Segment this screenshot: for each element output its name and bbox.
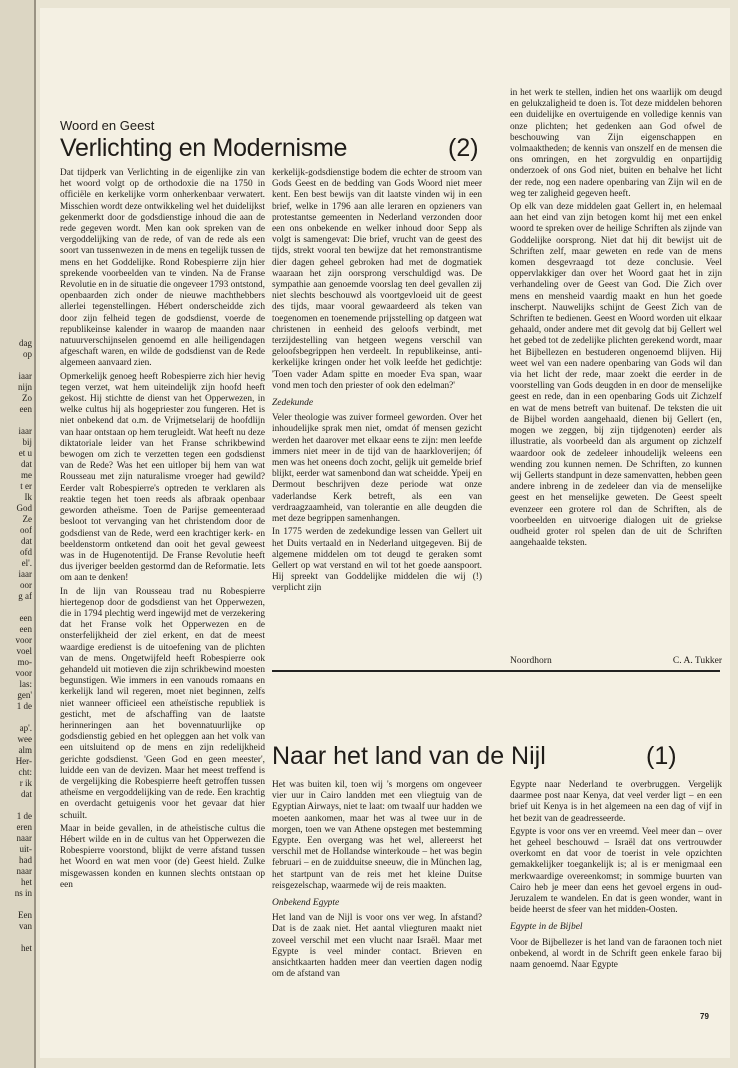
previous-page-fragment: oor <box>20 580 32 590</box>
paragraph: Het was buiten kil, toen wij 's morgens om ongeveer vier uur in Cairo landden met een vliegtuig van de Egyptian Airways, niet te laat: om twaalf uur hadden we moeten aankomen, maar het was al twee uur in de morgen, toen we van Athene opstegen met bestemming Egypte. Een overgang was het wel, allereerst het verschil met de Hollandse winterkoude – het was begin februari – en de zuidduitse sneeuw, die in München lag, het startpunt van de reis met het kleine Duitse reisgezelschap, waarmede wij de reis maakten. <box>272 780 482 891</box>
page-number: 79 <box>700 1012 709 1021</box>
previous-page-fragment: iaar <box>18 371 32 381</box>
previous-page-fragment: het <box>21 877 32 887</box>
magazine-page <box>40 8 730 1058</box>
section-subheading: Egypte in de Bijbel <box>510 922 583 933</box>
author-place: Noordhorn <box>510 656 552 666</box>
paragraph: Dat tijdperk van Verlichting in de eigenlijke zin van het woord volgt op de orthodoxie die na 1750 in officiële en kerkelijke vorm onherkenbaar verwatert. Misschien wordt deze ontwikkeling wel het duidelijkst gekenmerkt door de godsdienstige inhoud die aan de rede gegeven wordt. Men kan ook spreken van de vergoddelijking van de rede, of van de rede als een soort van tussenwezen in de mens en tegelijk tussen de mens en het Goddelijke. Rond Robespierre zijn hier sprekende voorbeelden van te vinden. Na de Franse Revolutie en in de situatie die ongeveer 1793 ontstond, openbaarden zich onder de nieuwe machthebbers allerlei tegenstellingen. Hébert onderscheidde zich door zijn felheid tegen de godsdienst, voerde de republikeinse kalender in waarop de maanden naar natuurverschijnselen genoemd en alle heiligendagen afgeschaft waren, en wilde de godsdienst van de Rede algemeen aanvaard zien. <box>60 168 265 369</box>
article2-column-2 <box>510 780 722 1016</box>
paragraph: in het werk te stellen, indien het ons waarlijk om deugd en gelukzaligheid te doen is. Tot deze middelen behoren een duidelijke en overtuigende en volledige kennis van onze plichten; het gedenken aan God ofwel de beschouwing van Zijn eigenschappen en volmaaktheden; de kennis van onszelf en de mensen die ons omringen, en het zorgvuldig en onpartijdig onderzoek of ons God niet, buiten en behalve het licht der rede, nog een nadere openbaring van Zijn wil en de weg ter zaligheid gegeven heeft. <box>510 88 722 199</box>
article-part-number: (2) <box>448 134 479 162</box>
previous-page-fragment: bij <box>22 437 32 447</box>
paragraph: Op elk van deze middelen gaat Gellert in, en helemaal aan het eind van zijn betogen komt hij met een enkel woord te spreken over de heilige Schriften als zijnde van Goddelijke oorsprong. Niet dat hij dit bewijst uit de Schriften zelf, maar geweten en rede van de mens komen desgevraagd tot deze conclusie. Veel oppervlakkiger dan over het Woord gaat het in zijn verhandeling over de Geest van God. Die Zich over mens en mensheid vaardig maakt en hun het goede inscherpt. Nauwelijks schijnt de Geest Zich van de Schriften te bedienen. Geest en Woord worden uit elkaar gehaald, onder andere met dit gevolg dat bij Gellert wel het gebed tot de zedelijke plichten gerekend wordt, maar het Bijbellezen en bestuderen ongenoemd blijven. Hij weet wel van een nadere openbaring van Gods wil dan via het licht der rede, maar zoekt die eerder in de voorstelling van Gods deugden in en door de menselijke geest en rede, dan in een openbaring Gods uit Zichzelf en wat de mens betreft van buitenaf. De teksten die uit de Bijbel worden aangehaald, dienen bij Gellert (en, mogen we zeggen, bij zijn tijdgenoten) eerder als illustratie, als voorbeeld dan als argument op zichzelf waardoor ook de zedeleer inhoudelijk weleens een wending zou kunnen nemen. De Schriften, zo kunnen wij Gellerts standpunt in deze samenvatten, hebben geen andere inbreng in de zedeleer dan via de menselijke geest en het menselijke geweten. De Geest speelt evenzeer een grotere rol dan de Schriften, als de voorbeelden en uitvoerige dialogen uit de griekse oudheid groter rol spelen dan de uit de Schriften aangehaalde teksten. <box>510 202 722 549</box>
previous-page-fragment: van <box>19 921 32 931</box>
previous-page-fragment: het <box>21 943 32 953</box>
previous-page-fragment: el'. <box>21 558 32 568</box>
article1-column-1 <box>60 168 265 1048</box>
previous-page-fragments <box>0 338 34 954</box>
paragraph: Voor de Bijbellezer is het land van de faraonen toch niet onbekend, al wordt in de Schrift geen enkele farao bij naam genoemd. Naar Egypte <box>510 937 722 971</box>
section-subheading: Zedekunde <box>272 398 314 409</box>
previous-page-edge <box>0 0 36 1068</box>
previous-page-fragment: een <box>19 624 32 634</box>
article2-title: Naar het land van de Nijl <box>272 742 546 770</box>
previous-page-fragment: Een <box>18 910 32 920</box>
previous-page-fragment: et u <box>18 448 32 458</box>
paragraph: kerkelijk-godsdienstige bodem die echter de stroom van Gods Geest en de bedding van Gods Woord niet meer kent. Een best bewijs van dit laatste vinden wij in een brief, welke in 1796 aan alle leraren en opzieners van protestantse gemeenten in Nederland verzonden door een ons onbekende en welker inhoud door Sepp als volgt is samengevat: Die brief, vrucht van de geest des tijds, strekt vooral ten bewijze dat het remonstrantisme dier dagen geheel gebroken had met de dogmatiek waaraan het zijn oorsprong verschuldigd was. De sympathie aan genoemde voorslag ten deel gevallen zij niet slechts beschouwd als voortgevloeid uit de geest des tijds, maar vooral gewaardeerd als teken van toegenomen en toenemende prijsstelling op datgeen wat christenen in eenheid des geloofs verbindt, met terzijdestelling van hetgeen wegens verschil van geloofsbegrippen hen verdeelt. In republikeinse, anti-kerkelijke kringen onder het volk leefde het gedichtje: 'Toen vader Adam spitte en moeder Eva span, waar vond men toch den priester of ook den edelman?' <box>272 168 482 391</box>
previous-page-fragment: dag <box>19 338 32 348</box>
previous-page-fragment <box>0 932 34 943</box>
paragraph: In de lijn van Rousseau trad nu Robespierre hiertegenop door de godsdienst van het Opperwezen, die in 1794 plechtig werd ingewijd met de verzekering dat het Franse volk het Opperwezen en de onsterfelijkheid der ziel erkent, en dat de meest waardige eredienst is de uitoefening van de plichten van de mens. Ongetwijfeld heeft Robespierre ook gehandeld uit motieven die zijn schrikbewind moesten begunstigen. Wie immers in een vanouds romaans en kerkelijk land wil regeren, moet niet beginnen, zelfs niet wanneer officieel een atheïstische republiek is gesticht, met de afschaffing van de laatste herinneringen aan het bovennatuurlijke op godsdienstig gebied en het opleggen aan het volk van een uitsluitend op de mens en zijn redelijkheid gerichte godsdienst. 'Geen God en geen meester', luidde een van de devizen. Maar het meest treffend is de vergelijking die Robespierre heeft getroffen tussen atheïsme en vergoddelijking van de rede. Een krachtig en overdacht getuigenis voor het gevaar dat hier schuilt. <box>60 586 265 821</box>
paragraph: Opmerkelijk genoeg heeft Robespierre zich hier hevig tegen verzet, wat hem uiteindelijk zijn hoofd heeft gekost. Hij stichtte de dienst van het Opperwezen, in welke cultus hij als hogepriester zou fungeren. Het is niet onbekend dat o.m. de Vrijmetselarij de hoofdlijn van haar ontstaan op hem terugleidt. Wat heeft nu deze diktatoriale leider van het Franse schrikbewind bewogen om zich te verzetten tegen een godsdienst van de Rede? Was het een uitloper bij hem van wat Rousseau met zijn naturalisme vroeger had gewild? Eerder valt Robespierre's optreden te verklaren als reaktie tegen het toen reeds als afbraak openbaar geworden atheïsme. Toen de Parijse gemeenteraad besloot tot vervanging van het christendom door de godsdienst van de Rede, werd een krachtiger kerk- en beeldenstorm ontketend dan ooit het geval geweest was in de Hugenotentijd. De Franse Revolutie heeft dus ijveriger beelden gestormd dan de Reformatie. Iets om aan te denken! <box>60 371 265 584</box>
article2-column-1 <box>272 780 482 1050</box>
previous-page-fragment: een <box>19 404 32 414</box>
previous-page-fragment <box>0 800 34 811</box>
previous-page-fragment: had <box>19 855 32 865</box>
previous-page-fragment: eren <box>16 822 32 832</box>
previous-page-fragment: iaar <box>18 426 32 436</box>
previous-page-fragment: las: <box>19 679 32 689</box>
previous-page-fragment: voel <box>16 646 32 656</box>
previous-page-fragment: 1 de <box>16 701 32 711</box>
previous-page-fragment: voor <box>15 635 32 645</box>
author-name: C. A. Tukker <box>672 656 722 666</box>
previous-page-fragment: naar <box>16 866 32 876</box>
article1-column-3 <box>510 88 722 654</box>
paragraph: Maar in beide gevallen, in de atheïstische cultus die Hébert wilde en in de cultus van het Opperwezen die Robespierre voorstond, blijkt de verre afstand tussen het Woord en wat men voor (de) Geest hield. Zulke misgewassen konden en kunnen slechts ontstaan op een <box>60 823 265 890</box>
paragraph: Egypte is voor ons ver en vreemd. Veel meer dan – over het geheel beschouwd – Israël dat ons vertrouwder overkomt en dat voor de toerist in vele opzichten gemakkelijker toegankelijk is; al is er menigmaal een merkwaardige overeenkomst; in sommige buurten van Cairo heb je meer dan eens het gevoel ergens in oud-Jeruzalem te wandelen. En dat is geen wonder, want in beide heerst de sfeer van het midden-Oosten. <box>510 826 722 916</box>
previous-page-fragment: t er <box>20 481 32 491</box>
article-kicker: Woord en Geest <box>60 118 155 133</box>
previous-page-fragment: op <box>23 349 32 359</box>
previous-page-fragment: dat <box>21 789 32 799</box>
previous-page-fragment: me <box>21 470 32 480</box>
article-signature <box>510 656 722 666</box>
previous-page-fragment <box>0 415 34 426</box>
previous-page-fragment: iaar <box>18 569 32 579</box>
previous-page-fragment <box>0 602 34 613</box>
previous-page-fragment <box>0 360 34 371</box>
previous-page-fragment: nijn <box>17 382 32 392</box>
previous-page-fragment: Ze <box>22 514 32 524</box>
previous-page-fragment <box>0 899 34 910</box>
previous-page-fragment: God <box>16 503 32 513</box>
previous-page-fragment: voor <box>15 668 32 678</box>
previous-page-fragment: ofd <box>20 547 32 557</box>
previous-page-fragment: r ik <box>19 778 32 788</box>
previous-page-fragment: ap'. <box>19 723 32 733</box>
previous-page-fragment: Zo <box>22 393 32 403</box>
previous-page-fragment: een <box>19 613 32 623</box>
paragraph: Het land van de Nijl is voor ons ver weg. In afstand? Dat is de zaak niet. Het aantal vliegturen maakt niet zoveel verschil met een vlucht naar Israël. Maar met Egypte is veel minder contact. Brieven en ansichtkaarten hadden meer dan veertien dagen nodig om de afstand van <box>272 913 482 980</box>
previous-page-fragment: g af <box>18 591 32 601</box>
section-divider <box>272 670 720 672</box>
previous-page-fragment: uit- <box>19 844 32 854</box>
previous-page-fragment: Ik <box>24 492 32 502</box>
previous-page-fragment <box>0 712 34 723</box>
previous-page-fragment: mo- <box>17 657 32 667</box>
previous-page-fragment: wee <box>17 734 32 744</box>
section-subheading: Onbekend Egypte <box>272 898 340 909</box>
paragraph: In 1775 werden de zedekundige lessen van Gellert uit het Duits vertaald en in Nederland uitgegeven. Bij de algemene middelen om tot deugd te geraken somt Gellert op wat verstand en wil tot het goede aanspoort. Hij spreekt van Goddelijke middelen die wij (!) verplicht zijn <box>272 527 482 594</box>
previous-page-fragment: alm <box>18 745 32 755</box>
article2-part-number: (1) <box>646 742 677 770</box>
previous-page-fragment: gen' <box>17 690 32 700</box>
previous-page-fragment: oof <box>20 525 32 535</box>
previous-page-fragment: naar <box>16 833 32 843</box>
previous-page-fragment: cht: <box>18 767 32 777</box>
previous-page-fragment: Her- <box>15 756 32 766</box>
previous-page-fragment: dat <box>21 459 32 469</box>
previous-page-fragment: dat <box>21 536 32 546</box>
paragraph: Veler theologie was zuiver formeel geworden. Over het inhoudelijke sprak men niet, omdat óf mensen gezicht werden het daarover met elkaar eens te zijn: men leefde immers niet meer in de tijd van de haarkloverijen; óf men was het oneens doch zocht, gelijk uit gemelde brief blijkt, eerder wat samenbond dan wat scheidde. Ypeij en Dermout beschrijven deze periode wat onze vaderlandse Kerk betreft, als een van verdraagzaamheid, van tolerantie en alle deugden die met deze begrippen samenhangen. <box>272 413 482 525</box>
article1-column-2 <box>272 168 482 658</box>
paragraph: Egypte naar Nederland te overbruggen. Vergelijk daarmee post naar Kenya, dat veel verder ligt – en een brief uit Kenya is in het algemeen na een dag of vijf in het bezit van de geadresseerde. <box>510 780 722 824</box>
previous-page-fragment: ns in <box>14 888 32 898</box>
article-title: Verlichting en Modernisme <box>60 134 348 162</box>
previous-page-fragment: 1 de <box>16 811 32 821</box>
